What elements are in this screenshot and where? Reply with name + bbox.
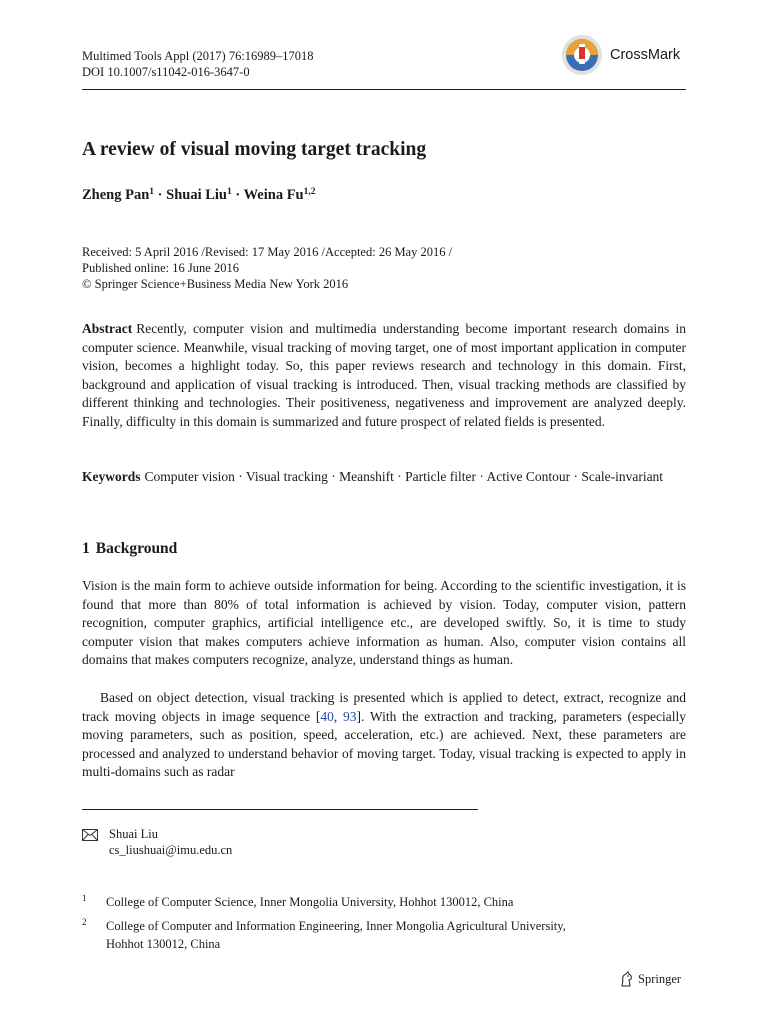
keywords-block: [82, 468, 686, 487]
citation-separator: ,: [333, 708, 343, 724]
footnote-line: College of Computer and Information Engineering, Inner Mongolia Agricultural University,: [106, 919, 566, 933]
author-name: Shuai Liu: [166, 187, 228, 203]
body-paragraph: [82, 689, 686, 782]
crossmark-icon: [560, 33, 604, 77]
abstract-text: Recently, computer vision and multimedia understanding become important research domains in computer science. Meanwhile, visual tracking of moving target, one of most important application in computer vision, becomes a highlight today. So, this paper reviews research and technology in this domain. First, background and application of visual tracking is introduced. Then, visual tracking methods are classified by different thinking and technologies. Their positiveness, negativeness and improvement are analyzed deeply. Finally, difficulty in this domain is summarized and future prospect of related fields is presented.: [82, 321, 686, 429]
body-paragraph: Vision is the main form to achieve outside information for being. According to the scientific investigation, it is found that more than 80% of total information is achieved by vision. Today, computer vision, pattern recognition, computer graphics, artificial intelligence etc., are developed swiftly. So, it is time to study computer vision that makes computers achieve information as human. Also, computer vision contains all domains that makes computers recognize, analyze, understand things as human.: [82, 578, 686, 668]
abstract-label: Abstract: [82, 321, 133, 336]
footnote-line: College of Computer Science, Inner Mongolia University, Hohhot 130012, China: [106, 895, 514, 909]
paragraph-text: ]. With the extraction and tracking, parameters (especially moving parameters, such as position, speed, acceleration, etc.) are achieved. Next, these parameters are processed and analyzed to understand behavior of moving target. Today, visual tracking is expected to apply in multi-domains such as radar: [82, 708, 687, 780]
author-list: [82, 187, 316, 204]
author-name: Zheng Pan: [82, 187, 150, 203]
dates-line: Received: 5 April 2016 /Revised: 17 May 2016 /Accepted: 26 May 2016 /: [82, 245, 453, 259]
footnote-affiliation: [106, 917, 686, 953]
section-heading: [82, 540, 183, 558]
section-number: 1: [82, 540, 90, 557]
footnote-affiliation: [106, 893, 686, 911]
envelope-icon: [82, 828, 98, 846]
doi-line: DOI 10.1007/s11042-016-3647-0: [82, 65, 250, 79]
author-name: Weina Fu: [243, 187, 304, 203]
footnote-line: Hohhot 130012, China: [106, 937, 221, 951]
footnote-number: 2: [82, 917, 87, 927]
footnote-number: 1: [82, 893, 87, 903]
crossmark-label: CrossMark: [610, 47, 681, 63]
abstract-block: [82, 320, 686, 432]
author-affiliation: 1,2: [303, 187, 316, 197]
author-separator: ·: [154, 187, 167, 203]
publisher-footer: [620, 971, 681, 987]
citation-link[interactable]: 40: [320, 708, 334, 724]
header-rule: [82, 89, 686, 90]
publication-dates: [82, 244, 692, 292]
publisher-name: Springer: [638, 971, 682, 986]
keywords-text: Computer vision · Visual tracking · Meanshift · Particle filter · Active Contour · Scale-invariant: [144, 469, 664, 484]
journal-citation: Multimed Tools Appl (2017) 76:16989–17018: [82, 49, 314, 63]
correspondence-name: Shuai Liu: [109, 827, 158, 841]
author-separator: ·: [231, 187, 244, 203]
section-title: Background: [95, 540, 178, 557]
author-affiliation: 1: [227, 187, 232, 197]
correspondence-email[interactable]: cs_liushuai@imu.edu.cn: [109, 843, 233, 857]
author-affiliation: 1: [149, 187, 155, 197]
citation-link[interactable]: 93: [343, 708, 357, 724]
footnote-rule: [82, 809, 478, 810]
copyright-line: © Springer Science+Business Media New York 2016: [82, 277, 349, 291]
paragraph-text: Based on object detection, visual tracking is presented which is applied to detect, extract, recognize and track moving objects in image sequence [: [82, 690, 686, 724]
paper-title: A review of visual moving target tracking: [82, 139, 427, 160]
crossmark-badge[interactable]: [560, 33, 680, 77]
springer-horse-icon: [620, 971, 634, 987]
dates-line: Published online: 16 June 2016: [82, 261, 239, 275]
keywords-label: Keywords: [82, 469, 141, 484]
